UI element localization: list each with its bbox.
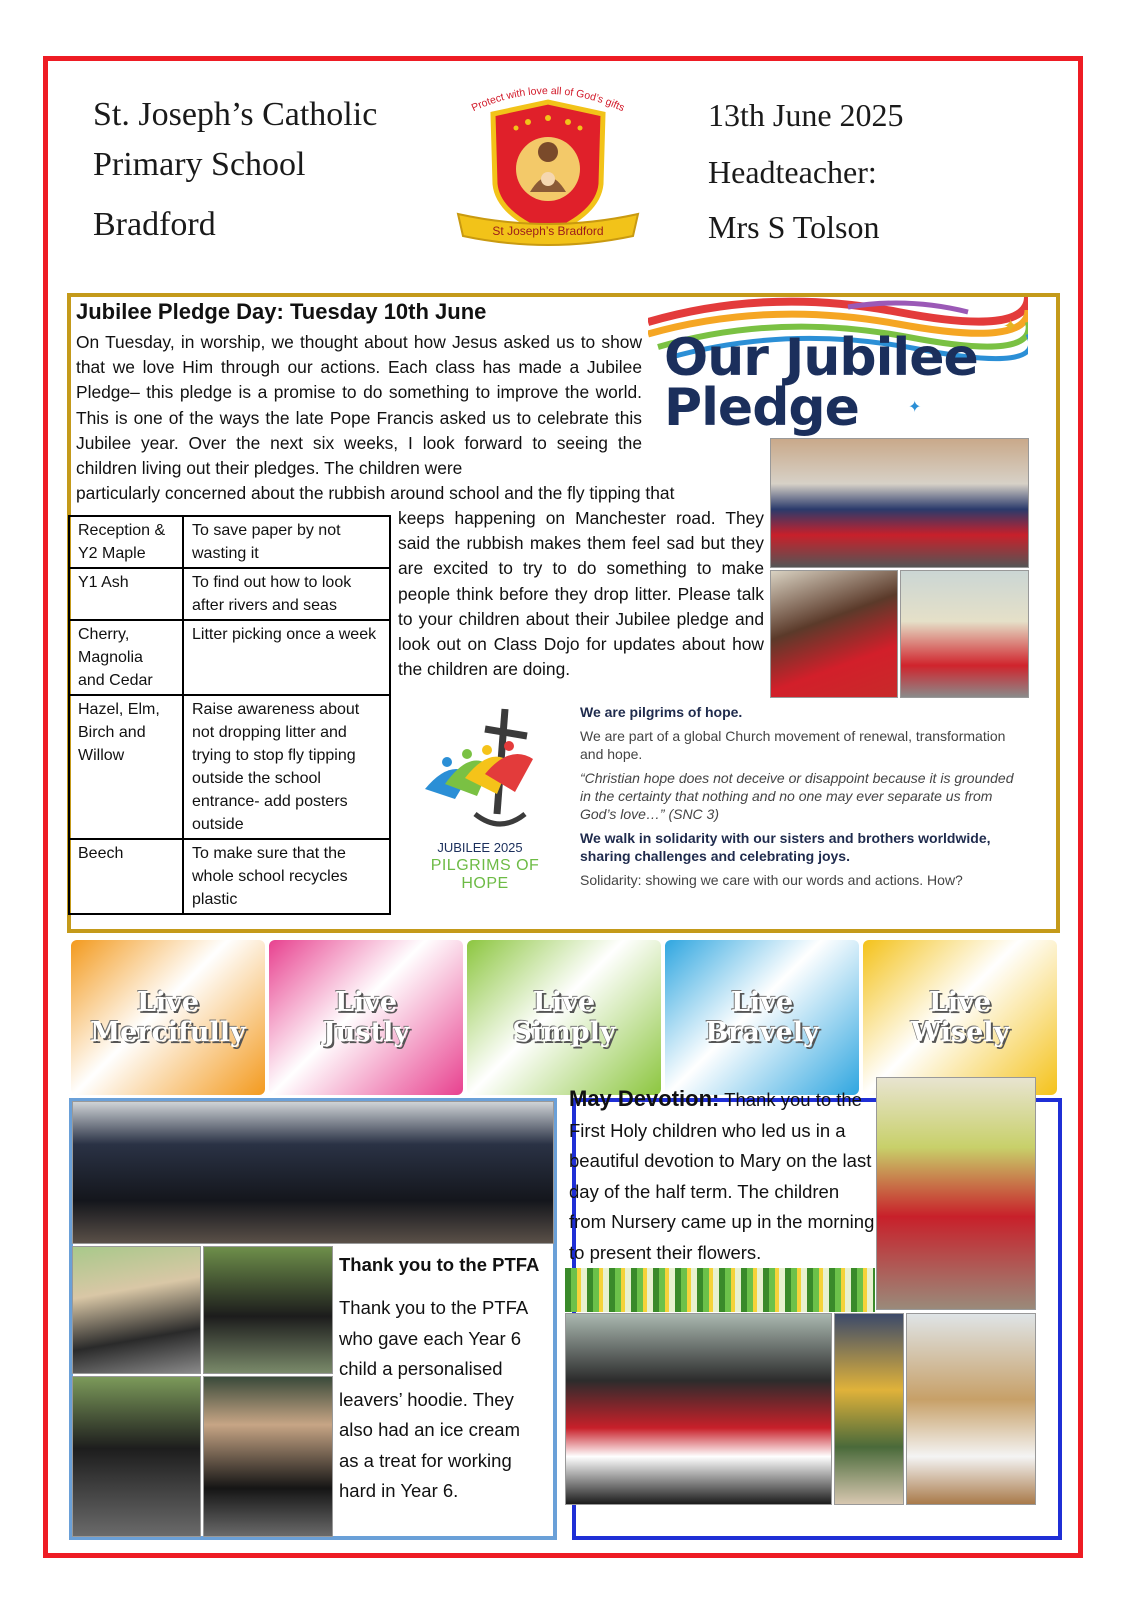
pledge-text: To make sure that the whole school recycles plastic: [183, 839, 390, 914]
pledge-row: [69, 695, 390, 839]
jubilee-paragraph-right: keeps happening on Manchester road. They said the rubbish makes them feel sad but they are excited to try to do something to make people think before they drop litter. Please talk to your children about their Jubilee pledge and look out on Class Dojo for updates about how the children are doing.: [398, 508, 764, 680]
pledge-row: [69, 568, 390, 620]
mary-statue-photo: [876, 1077, 1036, 1310]
banner-line2: Pledge: [664, 378, 859, 437]
headteacher-label: Headteacher:: [708, 154, 877, 190]
jubilee-paragraph-wide: particularly concerned about the rubbish around school and the fly tipping that: [76, 483, 675, 503]
hope-line1: We are part of a global Church movement of renewal, transformation and hope.: [580, 728, 1006, 762]
pledge-class: Y1 Ash: [69, 568, 183, 620]
devotion-dance-photo: [565, 1313, 832, 1505]
value-tile-line2: Wisely: [910, 1016, 1010, 1048]
pledge-row: [69, 620, 390, 695]
school-crest: [448, 74, 648, 249]
value-tile-line2: Simply: [512, 1016, 616, 1048]
svg-text:✦: ✦: [908, 399, 922, 416]
banner-line1: Our Jubilee: [664, 328, 978, 388]
ice-cream-photo-3: [203, 1376, 333, 1537]
value-tile-line2: Justly: [322, 1016, 410, 1048]
flowers-statue-photo: [834, 1313, 904, 1505]
value-tile-line1: Live: [334, 986, 398, 1018]
value-tile: [665, 940, 859, 1095]
jubilee-paragraph-top: On Tuesday, in worship, we thought about how Jesus asked us to show that we love Him through our actions. Each class has made a Jubilee Pledge– this pledge is a promise to do something to improve the world. This is one of the ways the late Pope Francis asked us to celebrate this Jubilee year. Over the next six weeks, I look forward to seeing the children living out their pledges. The children were: [76, 332, 642, 479]
value-tile: [269, 940, 463, 1095]
crest-shield-icon: [448, 74, 648, 249]
ptfa-heading: Thank you to the PTFA: [339, 1254, 540, 1275]
flowers-strip: [565, 1268, 875, 1312]
jubilee-logo-line2: PILGRIMS OF HOPE: [430, 857, 540, 892]
value-tile-line1: Live: [730, 986, 794, 1018]
crest-motto: Protect with love all of God’s gifts: [469, 84, 627, 115]
child-photo: [770, 570, 898, 698]
church-group-photo: [770, 438, 1029, 568]
pledge-text: To find out how to look after rivers and seas: [183, 568, 390, 620]
pledge-row: [69, 839, 390, 914]
jubilee-banner: [648, 292, 1028, 437]
hope-solidarity: We walk in solidarity with our sisters and brothers worldwide, sharing challenges and celebrating joys.: [580, 830, 991, 864]
pledge-text: Litter picking once a week: [183, 620, 390, 695]
year6-group-photo: [72, 1101, 554, 1244]
headteacher-name: Mrs S Tolson: [708, 209, 880, 245]
issue-date: 13th June 2025: [708, 97, 904, 133]
school-name: [93, 95, 433, 245]
pledge-row: [69, 516, 390, 568]
jubilee-title: Jubilee Pledge Day: Tuesday 10th June: [76, 299, 487, 324]
values-band: [71, 940, 1057, 1095]
may-body: Thank you to the First Holy children who led us in a beautiful devotion to Mary on the last day of the half term. The children from Nursery came up in the morning to present their flowers.: [569, 1089, 875, 1263]
value-tile: [863, 940, 1057, 1095]
pledge-class: Hazel, Elm, Birch and Willow: [69, 695, 183, 839]
may-heading: May Devotion:: [569, 1086, 720, 1111]
crest-banner: St Joseph’s Bradford: [492, 224, 604, 238]
hoodie-group-photo: [203, 1246, 333, 1374]
pilgrims-of-hope-panel: [580, 703, 1025, 889]
jubilee-logo-line1: JUBILEE 2025: [437, 840, 523, 855]
hope-heading: We are pilgrims of hope.: [580, 704, 743, 720]
value-tile-line1: Live: [136, 986, 200, 1018]
jubilee-2025-logo: [405, 704, 565, 892]
pledge-table: [68, 515, 391, 915]
svg-text:✦: ✦: [1003, 316, 1019, 336]
school-location: Bradford: [93, 206, 216, 243]
hope-quote: “Christian hope does not deceive or disappoint because it is grounded in the certainty that nothing and no one may ever separate us from God’s love…” (SNC 3): [580, 770, 1014, 822]
school-name-line1: St. Joseph’s Catholic: [93, 96, 378, 133]
value-tile: [71, 940, 265, 1095]
pilgrims-cross-icon: [405, 704, 565, 844]
pledge-text: Raise awareness about not dropping litter and trying to stop fly tipping outside the school entrance- add posters outside: [183, 695, 390, 839]
classroom-photo: [900, 570, 1029, 698]
ptfa-body: Thank you to the PTFA who gave each Year 6 child a personalised leavers’ hoodie. They also had an ice cream as a treat for working hard in Year 6.: [339, 1297, 528, 1501]
communion-photo: [906, 1313, 1036, 1505]
value-tile: [467, 940, 661, 1095]
value-tile-line2: Bravely: [705, 1016, 819, 1048]
pledge-text: To save paper by not wasting it: [183, 516, 390, 568]
hope-question: Solidarity: showing we care with our words and actions. How?: [580, 872, 963, 888]
pledge-class: Cherry, Magnolia and Cedar: [69, 620, 183, 695]
ice-cream-photo-2: [72, 1376, 201, 1537]
value-tile-line2: Mercifully: [90, 1016, 246, 1048]
school-name-line2: Primary School: [93, 146, 306, 183]
value-tile-line1: Live: [928, 986, 992, 1018]
pledge-class: Reception & Y2 Maple: [69, 516, 183, 568]
ice-cream-photo-1: [72, 1246, 201, 1374]
value-tile-line1: Live: [532, 986, 596, 1018]
may-devotion-text: [569, 1084, 875, 1268]
pledge-class: Beech: [69, 839, 183, 914]
